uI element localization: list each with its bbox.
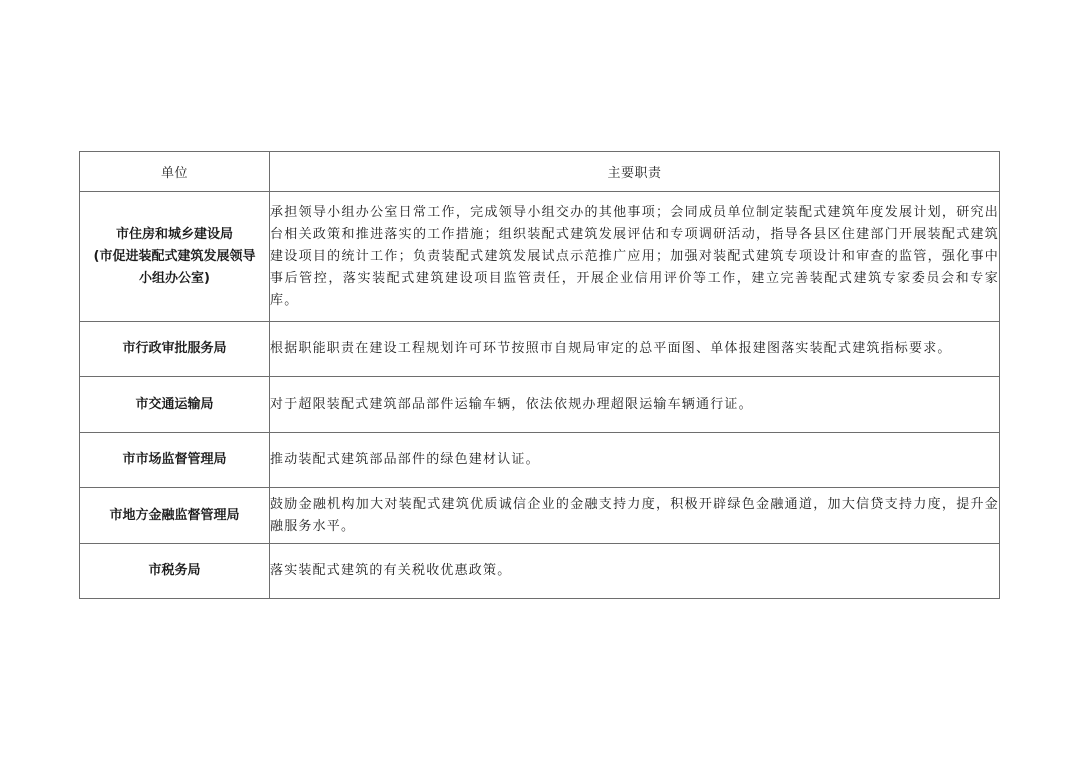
responsibility-table xyxy=(79,151,1000,599)
duty-cell: 对于超限装配式建筑部品部件运输车辆，依法依规办理超限运输车辆通行证。 xyxy=(270,377,1000,433)
table-header-row xyxy=(80,152,1000,192)
table-row xyxy=(80,322,1000,377)
table-row xyxy=(80,544,1000,599)
duty-cell: 根据职能职责在建设工程规划许可环节按照市自规局审定的总平面图、单体报建图落实装配式建筑指标要求。 xyxy=(270,322,1000,377)
unit-cell xyxy=(80,433,270,488)
unit-cell xyxy=(80,322,270,377)
header-unit: 单位 xyxy=(80,152,270,192)
table-row xyxy=(80,377,1000,433)
unit-cell xyxy=(80,377,270,433)
unit-name-line: 市住房和城乡建设局 xyxy=(115,226,233,242)
unit-cell xyxy=(80,544,270,599)
unit-name-line: 市行政审批服务局 xyxy=(122,341,227,356)
unit-name-line: 市市场监督管理局 xyxy=(122,452,227,467)
unit-name-line: 市税务局 xyxy=(148,563,201,578)
duty-cell: 落实装配式建筑的有关税收优惠政策。 xyxy=(270,544,1000,599)
header-duty: 主要职责 xyxy=(270,152,1000,192)
duty-cell: 推动装配式建筑部品部件的绿色建材认证。 xyxy=(270,433,1000,488)
duty-cell: 承担领导小组办公室日常工作，完成领导小组交办的其他事项；会同成员单位制定装配式建筑年度发展计划，研究出台相关政策和推进落实的工作措施；组织装配式建筑发展评估和专项调研活动，指导各县区住建部门开展装配式建筑建设项目的统计工作；负责装配式建筑发展试点示范推广应用；加强对装配式建筑专项设计和审查的监管，强化事中事后管控，落实装配式建筑建设项目监管责任，开展企业信用评价等工作，建立完善装配式建筑专家委员会和专家库。 xyxy=(270,192,1000,322)
duty-cell: 鼓励金融机构加大对装配式建筑优质诚信企业的金融支持力度，积极开辟绿色金融通道，加大信贷支持力度，提升金融服务水平。 xyxy=(270,488,1000,544)
unit-name-line: 市交通运输局 xyxy=(135,396,214,412)
unit-name-line: 小组办公室) xyxy=(139,270,210,286)
table-row xyxy=(80,488,1000,544)
unit-cell xyxy=(80,488,270,544)
unit-name-line: 市地方金融监督管理局 xyxy=(109,507,240,523)
table-row xyxy=(80,433,1000,488)
unit-name-line: (市促进装配式建筑发展领导 xyxy=(93,248,256,264)
unit-cell xyxy=(80,192,270,322)
table-row xyxy=(80,192,1000,322)
